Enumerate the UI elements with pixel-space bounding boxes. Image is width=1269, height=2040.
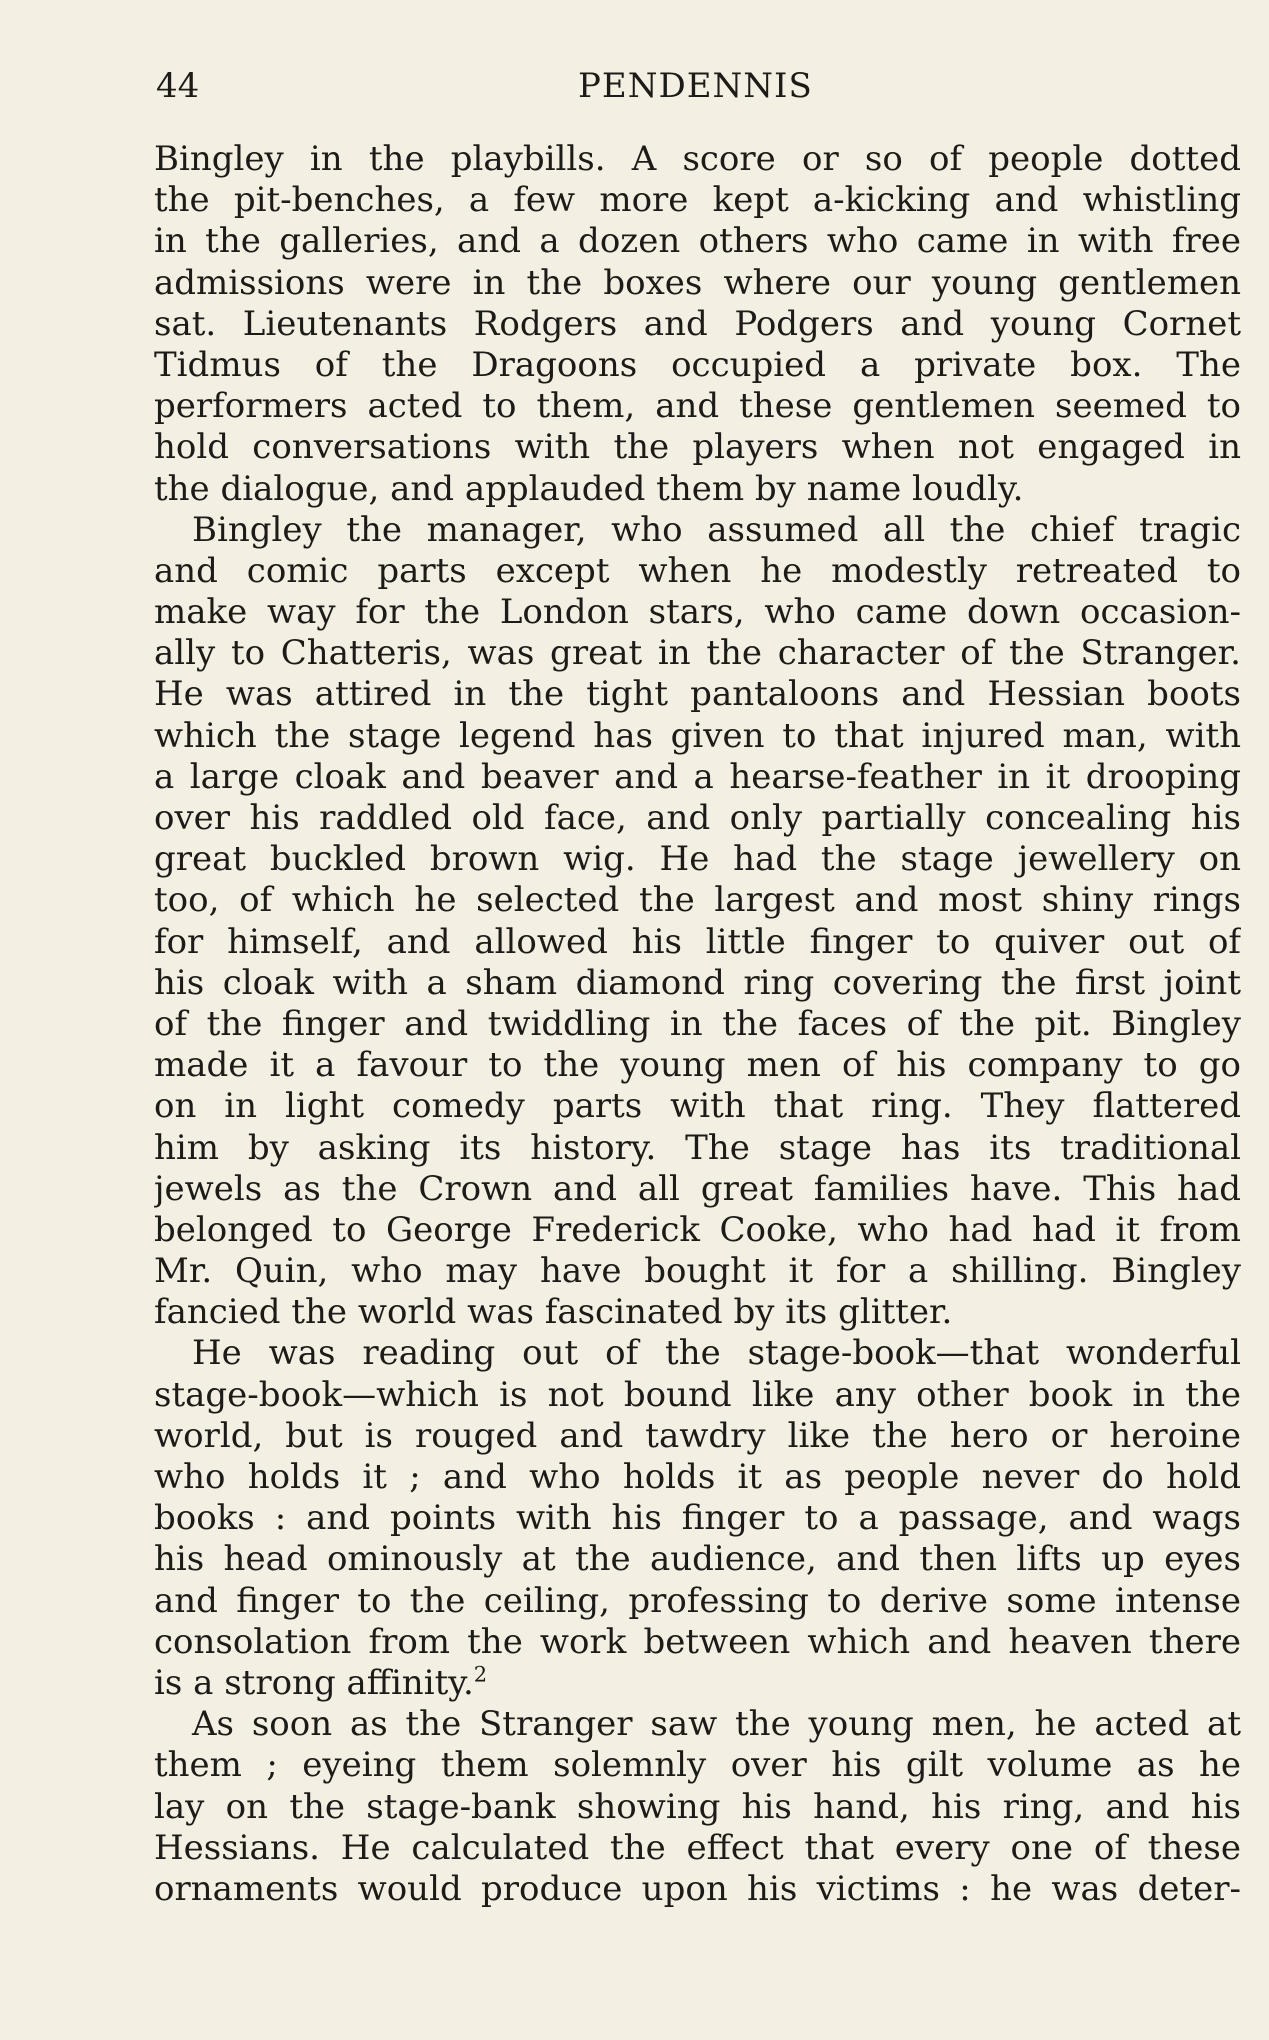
text-line: the pit-benches, a few more kept a-kicking and whistling — [154, 180, 1241, 221]
text-line: in the galleries, and a dozen others who came in with free — [154, 221, 1241, 262]
page-number: 44 — [156, 66, 200, 106]
text-line: made it a favour to the young men of his company to go — [154, 1045, 1241, 1086]
text-line: As soon as the Stranger saw the young men, he acted at — [192, 1704, 1241, 1745]
text-line: of the finger and twiddling in the faces of the pit. Bingley — [154, 1003, 1241, 1044]
text-line: He was reading out of the stage-book—that wonderful — [192, 1333, 1241, 1374]
text-line: too, of which he selected the largest and most shiny rings — [154, 880, 1241, 921]
paragraph-3 — [154, 1333, 1241, 1704]
paragraph-2 — [154, 510, 1241, 1334]
text-line: him by asking its history. The stage has its traditional — [154, 1127, 1241, 1168]
text-line: a large cloak and beaver and a hearse-feather in it drooping — [154, 756, 1241, 797]
text-line: performers acted to them, and these gentlemen seemed to — [154, 386, 1241, 427]
text-line: belonged to George Frederick Cooke, who had had it from — [154, 1209, 1241, 1250]
text-line: his head ominously at the audience, and then lifts up eyes — [154, 1539, 1241, 1580]
text-line: jewels as the Crown and all great families have. This had — [154, 1168, 1241, 1209]
text-line: Bingley in the playbills. A score or so of people dotted — [154, 139, 1241, 179]
text-line: Hessians. He calculated the effect that every one of these — [154, 1827, 1241, 1868]
text-line-with-footnote — [154, 1663, 1241, 1704]
text-line: consolation from the work between which and heaven there — [154, 1621, 1241, 1662]
text-line: over his raddled old face, and only partially concealing his — [154, 798, 1241, 838]
text-line: books : and points with his finger to a passage, and wags — [154, 1498, 1241, 1539]
text-line: great buckled brown wig. He had the stage jewellery on — [154, 839, 1241, 880]
paragraph-1 — [154, 139, 1241, 510]
text-line: He was attired in the tight pantaloons and Hessian boots — [154, 674, 1241, 715]
running-title: PENDENNIS — [578, 66, 813, 106]
text-line: make way for the London stars, who came down occasion- — [154, 592, 1241, 633]
text-line: Tidmus of the Dragoons occupied a private box. The — [154, 344, 1241, 385]
text-line: lay on the stage-bank showing his hand, his ring, and his — [154, 1786, 1241, 1827]
text-line: ornaments would produce upon his victims : he was deter- — [154, 1868, 1241, 1909]
body-text — [154, 139, 1241, 1910]
text-line: fancied the world was fascinated by its glitter. — [154, 1292, 953, 1333]
text-fragment: is a strong affinity. — [154, 1662, 474, 1703]
text-line: and comic parts except when he modestly retreated to — [154, 550, 1241, 591]
running-header — [156, 62, 1246, 110]
text-line: admissions were in the boxes where our young gentlemen — [154, 262, 1241, 303]
text-line: which the stage legend has given to that injured man, with — [154, 715, 1241, 756]
text-line: his cloak with a sham diamond ring covering the first joint — [154, 962, 1241, 1003]
text-line: Mr. Quin, who may have bought it for a shilling. Bingley — [154, 1251, 1241, 1292]
text-line: hold conversations with the players when not engaged in — [154, 427, 1241, 468]
text-line: Bingley the manager, who assumed all the chief tragic — [192, 509, 1241, 550]
text-line: for himself, and allowed his little finger to quiver out of — [154, 921, 1241, 962]
text-line: sat. Lieutenants Rodgers and Podgers and young Cornet — [154, 303, 1241, 344]
text-line: stage-book—which is not bound like any other book in the — [154, 1374, 1241, 1415]
text-line: and finger to the ceiling, professing to derive some intense — [154, 1580, 1241, 1621]
text-line: on in light comedy parts with that ring. They flattered — [154, 1086, 1241, 1127]
text-line: the dialogue, and applauded them by name loudly. — [154, 468, 1024, 509]
footnote-marker: 2 — [473, 1662, 488, 1687]
text-line: world, but is rouged and tawdry like the hero or heroine — [154, 1415, 1241, 1456]
text-line: who holds it ; and who holds it as people never do hold — [154, 1457, 1241, 1497]
text-line: them ; eyeing them solemnly over his gilt volume as he — [154, 1745, 1241, 1786]
text-line: ally to Chatteris, was great in the character of the Stranger. — [154, 633, 1241, 674]
paragraph-4 — [154, 1704, 1241, 1910]
